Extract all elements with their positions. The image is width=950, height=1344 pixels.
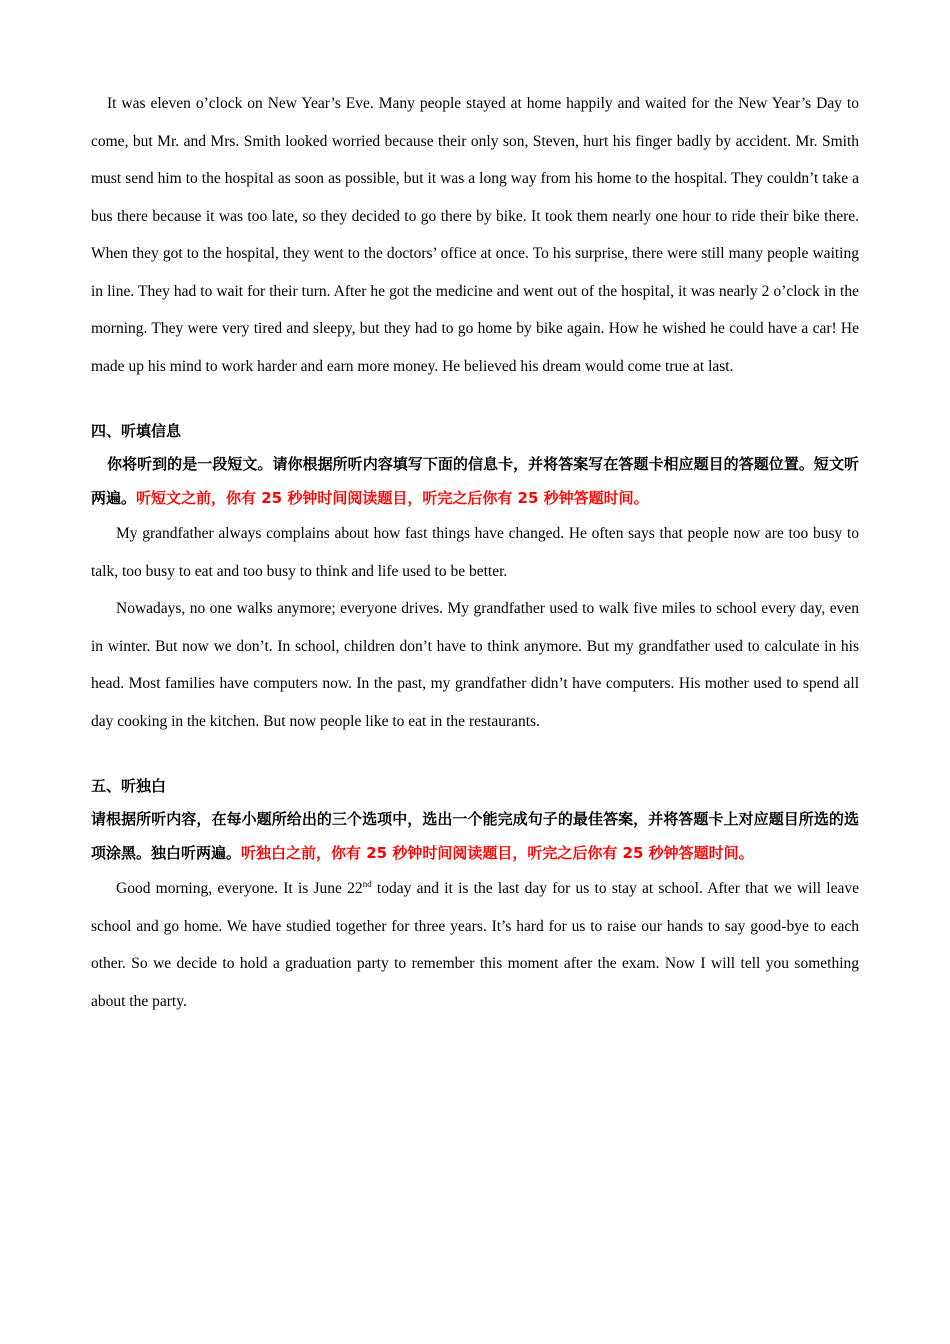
section-4-instruction-main: 你将听到的是一段短文。请你根据所听内容填写下面的信息卡，并将答案写在答题卡相应题目的答题位置。短文听两遍。 — [91, 455, 859, 507]
section-spacer — [91, 385, 859, 415]
section-5-instruction — [91, 802, 859, 870]
section-4-heading: 四、听填信息 — [91, 422, 182, 440]
section-5-paragraph-rest: today and it is the last day for us to stay at school. After that we will leave school and go home. We have studied together for three years. It’s hard for us to raise our hands to say good-bye to each other. So we decide to hold a graduation party to remember this moment after the exam. Now I will tell you something about the party. — [91, 880, 859, 1010]
section-4-paragraph-1: My grandfather always complains about how fast things have changed. He often says that people now are too busy to talk, too busy to eat and too busy to think and life used to be better. — [91, 525, 859, 580]
section-5-heading: 五、听独白 — [91, 777, 167, 795]
section-5-instruction-main: 请根据所听内容，在每小题所给出的三个选项中，选出一个能完成句子的最佳答案，并将答题卡上对应题目所选的选项涂黑。独白听两遍。 — [91, 810, 859, 862]
section-4-paragraph-2: Nowadays, no one walks anymore; everyone drives. My grandfather used to walk five miles to school every day, even in winter. But now we don’t. In school, children don’t have to think anymore. But my grandfather used to calculate in his head. Most families have computers now. In the past, my grandfather didn’t have computers. His mother used to spend all day cooking in the kitchen. But now people like to eat in the restaurants. — [91, 600, 859, 730]
section-5-paragraph — [91, 870, 859, 1020]
section-5-paragraph-start: Good morning, everyone. It is June 22 — [116, 880, 363, 897]
date-ordinal-suffix: nd — [362, 878, 372, 889]
passage-new-years-eve: It was eleven o’clock on New Year’s Eve. Many people stayed at home happily and waited for the New Year’s Day to come, but Mr. and Mrs. Smith looked worried because their only son, Steven, hurt his finger badly by accident. Mr. Smith must send him to the hospital as soon as possible, but it was a long way from his home to the hospital. They couldn’t take a bus there because it was too late, so they decided to go there by bike. It took them nearly one hour to ride their bike there. When they got to the hospital, they went to the doctors’ office at once. To his surprise, there were still many people waiting in line. They had to wait for their turn. After he got the medicine and went out of the hospital, it was nearly 2 o’clock in the morning. They were very tired and sleepy, but they had to go home by bike again. How he wished he could have a car! He made up his mind to work harder and earn more money. He believed his dream would come true at last. — [91, 95, 859, 375]
section-spacer — [91, 740, 859, 770]
section-5-instruction-timing: 听独白之前，你有 25 秒钟时间阅读题目，听完之后你有 25 秒钟答题时间。 — [241, 844, 754, 862]
section-4-instruction-timing: 听短文之前，你有 25 秒钟时间阅读题目，听完之后你有 25 秒钟答题时间。 — [136, 489, 649, 507]
document-page — [91, 85, 859, 1020]
section-4-instruction — [91, 447, 859, 515]
